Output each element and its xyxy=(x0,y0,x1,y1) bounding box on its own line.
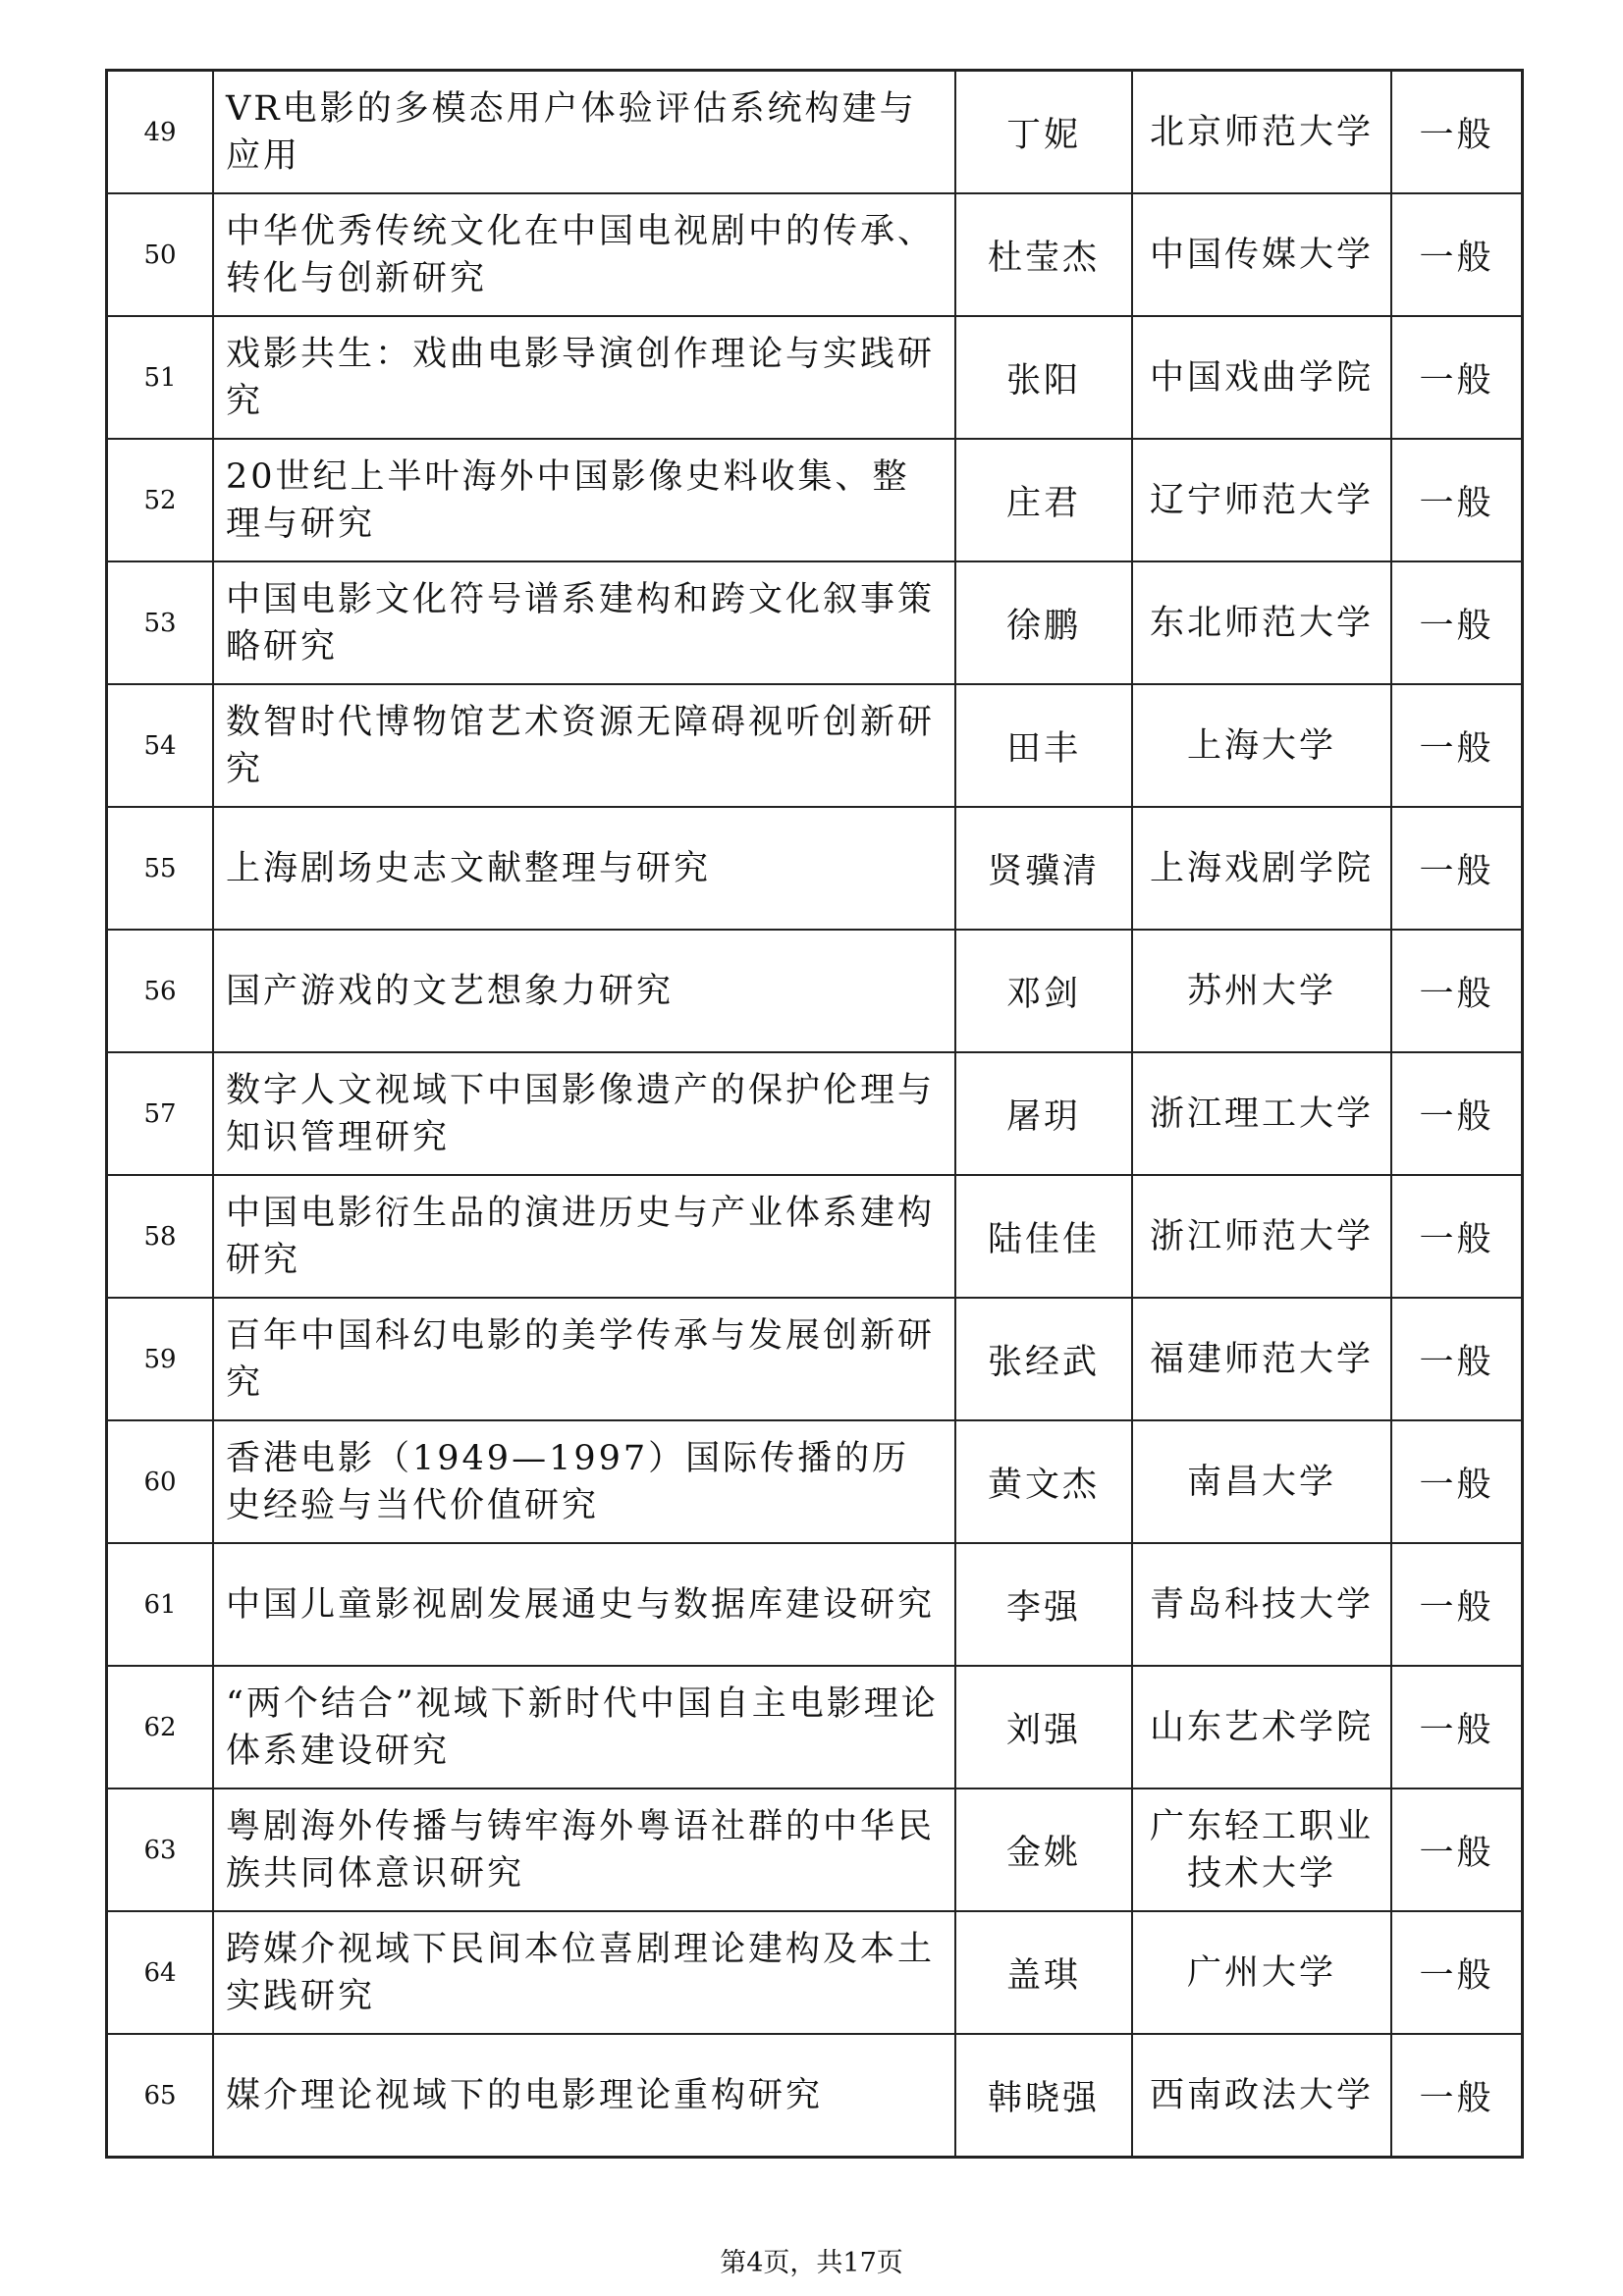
project-title: 中国电影衍生品的演进历史与产业体系建构研究 xyxy=(213,1175,955,1298)
project-title: 中国儿童影视剧发展通史与数据库建设研究 xyxy=(213,1543,955,1666)
project-title: 粤剧海外传播与铸牢海外粤语社群的中华民族共同体意识研究 xyxy=(213,1789,955,1911)
project-level: 一般 xyxy=(1391,1911,1523,2034)
table-row xyxy=(107,439,1523,561)
project-leader: 杜莹杰 xyxy=(955,193,1132,316)
project-level: 一般 xyxy=(1391,1298,1523,1420)
row-number: 65 xyxy=(107,2034,214,2158)
project-level: 一般 xyxy=(1391,1789,1523,1911)
institution: 浙江理工大学 xyxy=(1132,1052,1391,1175)
institution: 广州大学 xyxy=(1132,1911,1391,2034)
row-number: 55 xyxy=(107,807,214,930)
project-leader: 田丰 xyxy=(955,684,1132,807)
project-level: 一般 xyxy=(1391,71,1523,194)
row-number: 54 xyxy=(107,684,214,807)
project-leader: 金姚 xyxy=(955,1789,1132,1911)
project-list-table xyxy=(105,69,1524,2159)
table-row xyxy=(107,1789,1523,1911)
project-title: 上海剧场史志文献整理与研究 xyxy=(213,807,955,930)
table-row xyxy=(107,1666,1523,1789)
table-row xyxy=(107,316,1523,439)
project-title: 数智时代博物馆艺术资源无障碍视听创新研究 xyxy=(213,684,955,807)
institution: 上海戏剧学院 xyxy=(1132,807,1391,930)
institution: 上海大学 xyxy=(1132,684,1391,807)
row-number: 56 xyxy=(107,930,214,1052)
project-title: 中华优秀传统文化在中国电视剧中的传承、转化与创新研究 xyxy=(213,193,955,316)
project-title: 20世纪上半叶海外中国影像史料收集、整理与研究 xyxy=(213,439,955,561)
project-level: 一般 xyxy=(1391,1420,1523,1543)
project-level: 一般 xyxy=(1391,561,1523,684)
project-level: 一般 xyxy=(1391,1175,1523,1298)
institution: 山东艺术学院 xyxy=(1132,1666,1391,1789)
project-leader: 庄君 xyxy=(955,439,1132,561)
table-row xyxy=(107,684,1523,807)
row-number: 61 xyxy=(107,1543,214,1666)
project-leader: 贤骥清 xyxy=(955,807,1132,930)
row-number: 49 xyxy=(107,71,214,194)
project-leader: 屠玥 xyxy=(955,1052,1132,1175)
project-leader: 丁妮 xyxy=(955,71,1132,194)
row-number: 57 xyxy=(107,1052,214,1175)
project-level: 一般 xyxy=(1391,807,1523,930)
row-number: 53 xyxy=(107,561,214,684)
project-level: 一般 xyxy=(1391,316,1523,439)
table-row xyxy=(107,1420,1523,1543)
institution: 西南政法大学 xyxy=(1132,2034,1391,2158)
project-title: 戏影共生：戏曲电影导演创作理论与实践研究 xyxy=(213,316,955,439)
project-level: 一般 xyxy=(1391,1666,1523,1789)
project-list-body xyxy=(107,71,1523,2158)
project-title: 中国电影文化符号谱系建构和跨文化叙事策略研究 xyxy=(213,561,955,684)
project-title: VR电影的多模态用户体验评估系统构建与应用 xyxy=(213,71,955,194)
row-number: 51 xyxy=(107,316,214,439)
project-leader: 黄文杰 xyxy=(955,1420,1132,1543)
table-row xyxy=(107,71,1523,194)
project-title: 媒介理论视域下的电影理论重构研究 xyxy=(213,2034,955,2158)
institution: 福建师范大学 xyxy=(1132,1298,1391,1420)
table-row xyxy=(107,1911,1523,2034)
row-number: 64 xyxy=(107,1911,214,2034)
project-title: 国产游戏的文艺想象力研究 xyxy=(213,930,955,1052)
row-number: 58 xyxy=(107,1175,214,1298)
project-level: 一般 xyxy=(1391,1543,1523,1666)
project-leader: 张阳 xyxy=(955,316,1132,439)
project-leader: 徐鹏 xyxy=(955,561,1132,684)
institution: 浙江师范大学 xyxy=(1132,1175,1391,1298)
table-row xyxy=(107,1175,1523,1298)
table-row xyxy=(107,930,1523,1052)
institution: 苏州大学 xyxy=(1132,930,1391,1052)
project-leader: 盖琪 xyxy=(955,1911,1132,2034)
project-title: 数字人文视域下中国影像遗产的保护伦理与知识管理研究 xyxy=(213,1052,955,1175)
project-title: “两个结合”视域下新时代中国自主电影理论体系建设研究 xyxy=(213,1666,955,1789)
project-leader: 张经武 xyxy=(955,1298,1132,1420)
row-number: 62 xyxy=(107,1666,214,1789)
project-level: 一般 xyxy=(1391,930,1523,1052)
table-row xyxy=(107,807,1523,930)
institution: 青岛科技大学 xyxy=(1132,1543,1391,1666)
table-row xyxy=(107,1543,1523,1666)
institution: 北京师范大学 xyxy=(1132,71,1391,194)
table-row xyxy=(107,561,1523,684)
row-number: 63 xyxy=(107,1789,214,1911)
institution: 中国传媒大学 xyxy=(1132,193,1391,316)
table-row xyxy=(107,1052,1523,1175)
project-title: 跨媒介视域下民间本位喜剧理论建构及本土实践研究 xyxy=(213,1911,955,2034)
project-leader: 刘强 xyxy=(955,1666,1132,1789)
table-row xyxy=(107,1298,1523,1420)
project-leader: 陆佳佳 xyxy=(955,1175,1132,1298)
project-level: 一般 xyxy=(1391,193,1523,316)
project-level: 一般 xyxy=(1391,2034,1523,2158)
project-leader: 邓剑 xyxy=(955,930,1132,1052)
project-level: 一般 xyxy=(1391,439,1523,561)
row-number: 50 xyxy=(107,193,214,316)
institution: 中国戏曲学院 xyxy=(1132,316,1391,439)
project-leader: 李强 xyxy=(955,1543,1132,1666)
institution: 辽宁师范大学 xyxy=(1132,439,1391,561)
project-title: 百年中国科幻电影的美学传承与发展创新研究 xyxy=(213,1298,955,1420)
row-number: 59 xyxy=(107,1298,214,1420)
institution: 广东轻工职业技术大学 xyxy=(1132,1789,1391,1911)
table-row xyxy=(107,193,1523,316)
project-title: 香港电影（1949—1997）国际传播的历史经验与当代价值研究 xyxy=(213,1420,955,1543)
institution: 东北师范大学 xyxy=(1132,561,1391,684)
project-leader: 韩晓强 xyxy=(955,2034,1132,2158)
page-footer: 第4页，共17页 xyxy=(720,2248,903,2278)
project-level: 一般 xyxy=(1391,684,1523,807)
institution: 南昌大学 xyxy=(1132,1420,1391,1543)
row-number: 60 xyxy=(107,1420,214,1543)
row-number: 52 xyxy=(107,439,214,561)
project-level: 一般 xyxy=(1391,1052,1523,1175)
table-row xyxy=(107,2034,1523,2158)
